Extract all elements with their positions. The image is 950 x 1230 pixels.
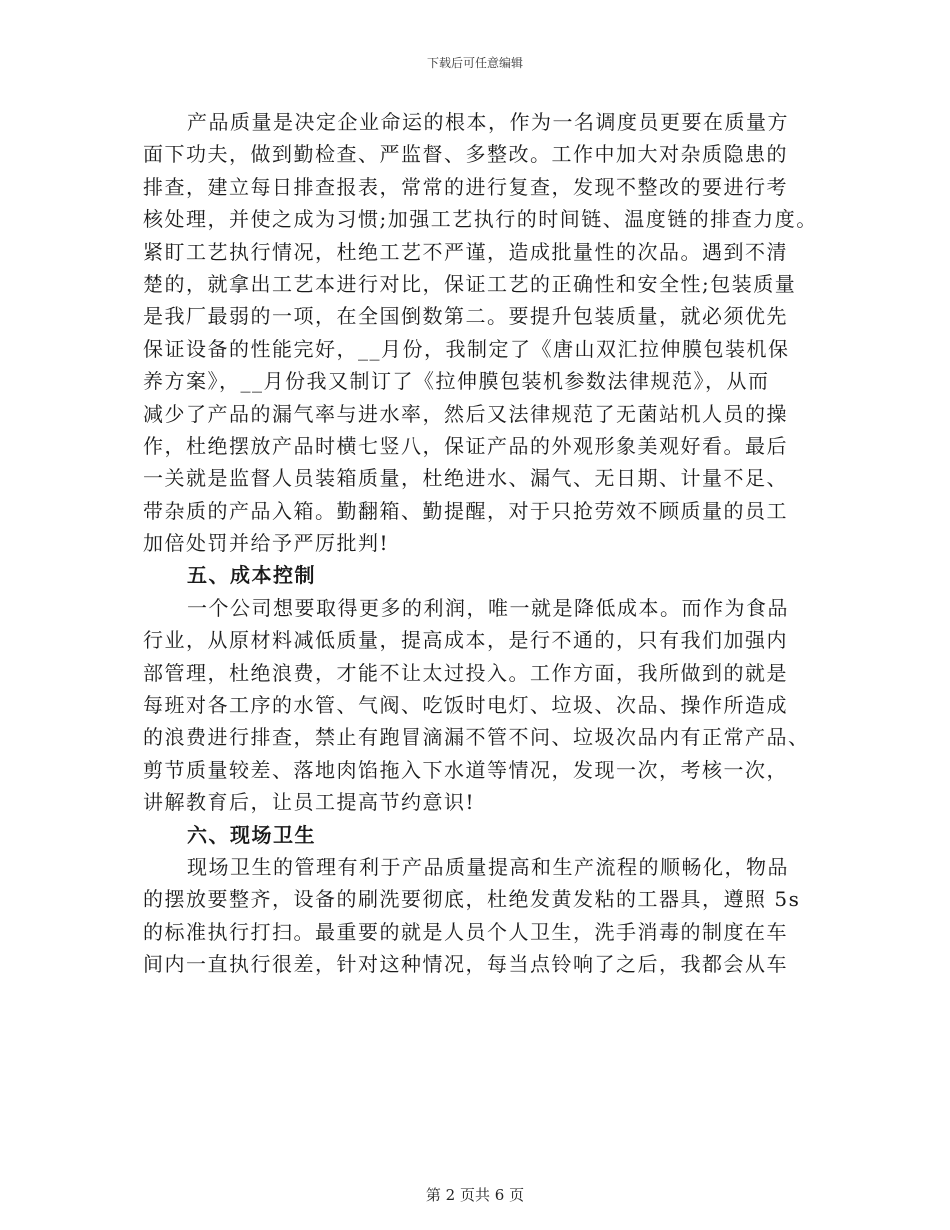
paragraph-line: 作，杜绝摆放产品时横七竖八，保证产品的外观形象美观好看。最后 <box>143 433 788 458</box>
paragraph-line: 行业，从原材料减低质量，提高成本，是行不通的，只有我们加强内 <box>143 628 788 653</box>
paragraph-line: 带杂质的产品入箱。勤翻箱、勤提醒，对于只抢劳效不顾质量的员工 <box>143 498 788 523</box>
paragraph-line: 每班对各工序的水管、气阀、吃饭时电灯、垃圾、次品、操作所造成 <box>143 693 788 718</box>
section-heading: 六、现场卫生 <box>187 822 316 847</box>
paragraph-line: 面下功夫，做到勤检查、严监督、多整改。工作中加大对杂质隐患的 <box>143 142 788 167</box>
paragraph-line: 减少了产品的漏气率与进水率，然后又法律规范了无菌站机人员的操 <box>143 401 788 426</box>
paragraph-line: 讲解教育后，让员工提高节约意识! <box>143 790 476 815</box>
paragraph-line: 间内一直执行很差，针对这种情况，每当点铃响了之后，我都会从车 <box>143 952 788 977</box>
page-header: 下载后可任意编辑 <box>426 56 523 70</box>
paragraph-line: 楚的，就拿出工艺本进行对比，保证工艺的正确性和安全性;包装质量 <box>143 271 797 296</box>
paragraph-line: 紧盯工艺执行情况，杜绝工艺不严谨，造成批量性的次品。遇到不清 <box>143 239 788 264</box>
paragraph-line: 的标准执行打扫。最重要的就是人员个人卫生，洗手消毒的制度在车 <box>143 919 788 944</box>
paragraph-line: 一个公司想要取得更多的利润，唯一就是降低成本。而作为食品 <box>187 595 789 620</box>
section-heading: 五、成本控制 <box>187 563 316 588</box>
paragraph-line: 现场卫生的管理有利于产品质量提高和生产流程的顺畅化，物品 <box>187 854 789 879</box>
paragraph-line: 产品质量是决定企业命运的根本，作为一名调度员更要在质量方 <box>187 110 789 134</box>
paragraph-line: 是我厂最弱的一项，在全国倒数第二。要提升包装质量，就必须优先 <box>143 304 788 329</box>
paragraph-line: 核处理，并使之成为习惯;加强工艺执行的时间链、温度链的排查力度。 <box>143 207 818 232</box>
paragraph-line: 一关就是监督人员装箱质量，杜绝进水、漏气、无日期、计量不足、 <box>143 466 788 491</box>
paragraph-line: 剪节质量较差、落地肉馅拖入下水道等情况，发现一次，考核一次， <box>143 757 788 782</box>
document-body <box>143 106 823 981</box>
paragraph-line: 的摆放要整齐，设备的刷洗要彻底，杜绝发黄发粘的工器具，遵照 5s <box>143 887 801 912</box>
paragraph-line: 排查，建立每日排查报表，常常的进行复查，发现不整改的要进行考 <box>143 174 788 199</box>
paragraph-line: 部管理，杜绝浪费，才能不让太过投入。工作方面，我所做到的就是 <box>143 660 788 685</box>
paragraph-line: 养方案》，__月份我又制订了《拉伸膜包装机参数法律规范》，从而 <box>143 369 770 394</box>
paragraph-line: 加倍处罚并给予严厉批判! <box>143 531 390 556</box>
page-footer: 第 2 页共 6 页 <box>425 1186 525 1204</box>
paragraph-line: 保证设备的性能完好，__月份，我制定了《唐山双汇拉伸膜包装机保 <box>143 336 790 361</box>
paragraph-line: 的浪费进行排查，禁止有跑冒滴漏不管不问、垃圾次品内有正常产品、 <box>143 725 810 750</box>
